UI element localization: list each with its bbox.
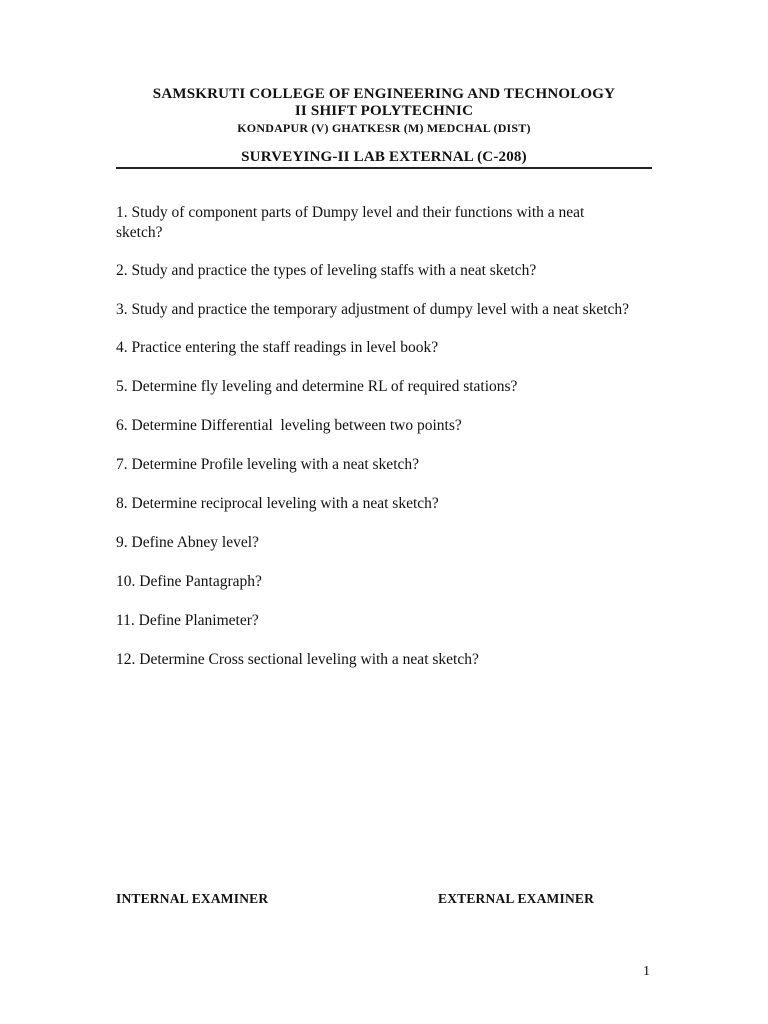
question-item: 3. Study and practice the temporary adjustment of dumpy level with a neat sketch?	[116, 301, 630, 318]
header-divider	[116, 167, 652, 169]
question-item: 10. Define Pantagraph?	[116, 573, 262, 590]
college-name: SAMSKRUTI COLLEGE OF ENGINEERING AND TECHNOLOGY	[152, 86, 616, 102]
question-item: 7. Determine Profile leveling with a neat sketch?	[116, 456, 420, 473]
page-number: 1	[643, 964, 650, 979]
question-item: 5. Determine fly leveling and determine RL of required stations?	[116, 378, 518, 395]
exam-title: SURVEYING-II LAB EXTERNAL (C-208)	[241, 149, 527, 165]
question-item: 2. Study and practice the types of leveling staffs with a neat sketch?	[116, 262, 537, 279]
question-list	[116, 203, 646, 689]
shift-line: II SHIFT POLYTECHNIC	[294, 103, 474, 119]
internal-examiner-label: INTERNAL EXAMINER	[116, 891, 269, 906]
question-item: 6. Determine Differential leveling between two points?	[116, 417, 462, 434]
question-item: 11. Define Planimeter?	[116, 612, 259, 629]
external-examiner-label: EXTERNAL EXAMINER	[438, 891, 595, 906]
question-item: 9. Define Abney level?	[116, 534, 259, 551]
address-line: KONDAPUR (V) GHATKESR (M) MEDCHAL (DIST)	[237, 121, 531, 135]
question-item: 1. Study of component parts of Dumpy level and their functions with a neat sketch?	[116, 204, 604, 241]
question-item: 12. Determine Cross sectional leveling with a neat sketch?	[116, 651, 479, 668]
question-item: 4. Practice entering the staff readings in level book?	[116, 339, 439, 356]
question-item: 8. Determine reciprocal leveling with a neat sketch?	[116, 495, 439, 512]
